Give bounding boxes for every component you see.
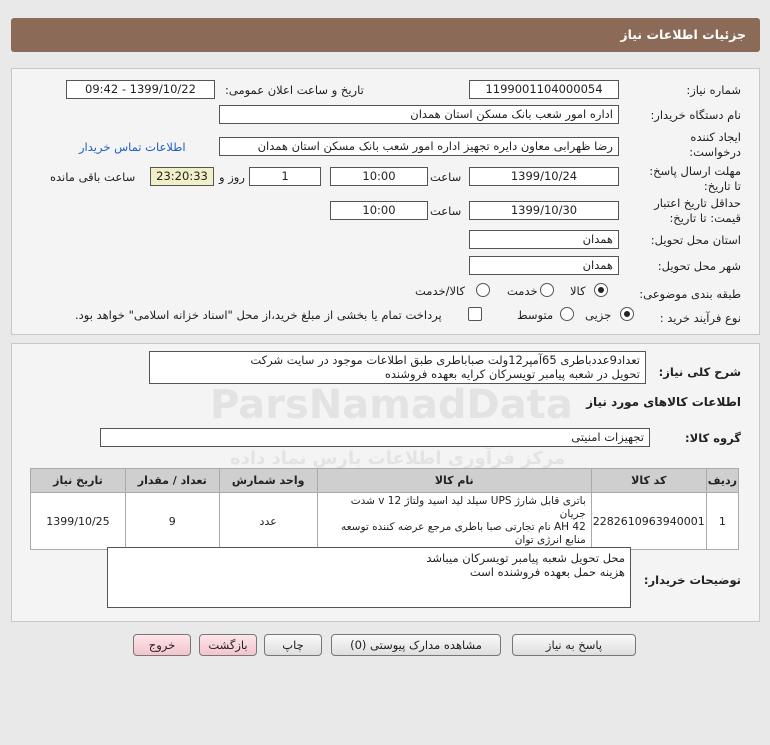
cell-unit: عدد <box>219 493 317 550</box>
cell-qty: 9 <box>125 493 219 550</box>
col-date: تاریخ نیاز <box>31 469 126 493</box>
creator-field: رضا ظهرابی معاون دایره تجهیز اداره امور شعب بانک مسکن استان همدان <box>219 137 619 156</box>
creator-label-1: ایجاد کننده <box>690 130 741 144</box>
treasury-payment-checkbox[interactable] <box>468 307 482 321</box>
city-field: همدان <box>469 256 619 275</box>
goods-group-field: تجهیزات امنیتی <box>100 428 650 447</box>
province-field: همدان <box>469 230 619 249</box>
goods-table <box>30 468 739 550</box>
page-title: جزئیات اطلاعات نیاز <box>620 27 746 42</box>
print-button[interactable]: چاپ <box>264 634 322 656</box>
buyer-org-label: نام دستگاه خریدار: <box>650 108 741 122</box>
back-button[interactable]: بازگشت <box>199 634 257 656</box>
need-number-field: 1199001104000054 <box>469 80 619 99</box>
category-option-service: خدمت <box>507 284 538 298</box>
reply-button[interactable]: پاسخ به نیاز <box>512 634 636 656</box>
col-name: نام کالا <box>317 469 591 493</box>
category-option-goods: کالا <box>570 284 586 298</box>
cell-name-line-3: منابع انرژی توان <box>514 534 586 546</box>
category-label: طبقه بندی موضوعی: <box>639 287 741 301</box>
city-label: شهر محل تحویل: <box>657 259 741 273</box>
validity-label-1: حداقل تاریخ اعتبار <box>654 196 741 210</box>
col-code: کد کالا <box>591 469 706 493</box>
description-field <box>149 351 646 384</box>
announce-field: 1399/10/22 - 09:42 <box>66 80 215 99</box>
need-number-label: شماره نیاز: <box>686 83 741 97</box>
process-label: نوع فرآیند خرید : <box>659 311 741 325</box>
goods-group-label: گروه کالا: <box>685 431 741 445</box>
remaining-label: ساعت باقی مانده <box>50 170 136 184</box>
buyer-notes-line-2: هزینه حمل بعهده فروشنده است <box>469 565 625 579</box>
cell-name-line-2: 42 AH نام تجارتی صبا باطری مرجع عرضه کننده توسعه <box>340 521 586 533</box>
validity-date-field: 1399/10/30 <box>469 201 619 220</box>
deadline-time-field: 10:00 <box>330 167 428 186</box>
category-radio-service[interactable] <box>540 283 554 297</box>
deadline-time-label: ساعت <box>430 170 462 184</box>
deadline-date-field: 1399/10/24 <box>469 167 619 186</box>
goods-table-header <box>31 469 739 493</box>
buyer-notes-field <box>107 547 631 608</box>
province-label: استان محل تحویل: <box>650 233 741 247</box>
announce-label: تاریخ و ساعت اعلان عمومی: <box>225 83 364 97</box>
goods-section-title: اطلاعات کالاهای مورد نیاز <box>586 395 741 409</box>
page-header <box>11 18 760 52</box>
remaining-time-field: 23:20:33 <box>150 167 214 186</box>
validity-label-2: قیمت: تا تاریخ: <box>669 211 741 225</box>
table-row[interactable] <box>31 493 739 550</box>
col-unit: واحد شمارش <box>219 469 317 493</box>
treasury-payment-note: پرداخت تمام یا بخشی از مبلغ خرید،از محل "اسناد خزانه اسلامی" خواهد بود. <box>75 308 442 322</box>
description-line-2: تحویل در شعبه پیامبر تویسرکان کرایه بعهده فروشنده <box>384 367 640 381</box>
category-radio-goods[interactable] <box>594 283 608 297</box>
deadline-label-2: تا تاریخ: <box>703 179 741 193</box>
cell-code: 2282610963940001 <box>591 493 706 550</box>
cell-name-line-1: باتری قابل شارژ UPS سیلد لید اسید ولتاژ 12 v شدت جریان <box>350 495 586 520</box>
attachments-button[interactable]: مشاهده مدارک پیوستی (0) <box>331 634 501 656</box>
process-option-medium: متوسط <box>517 308 554 322</box>
exit-button[interactable]: خروج <box>133 634 191 656</box>
deadline-label-1: مهلت ارسال پاسخ: <box>649 164 741 178</box>
buyer-org-field: اداره امور شعب بانک مسکن استان همدان <box>219 105 619 124</box>
days-label: روز و <box>219 170 245 184</box>
days-field: 1 <box>249 167 321 186</box>
description-label: شرح کلی نیاز: <box>658 365 741 379</box>
col-row: ردیف <box>706 469 738 493</box>
process-radio-minor[interactable] <box>620 307 634 321</box>
category-option-goods-service: کالا/خدمت <box>415 284 466 298</box>
contact-buyer-link[interactable]: اطلاعات تماس خریدار <box>79 140 186 154</box>
description-line-1: تعداد9عددباطری 65آمپر12ولت صباباطری طبق اطلاعات موجود در سایت شرکت <box>250 353 640 367</box>
validity-time-field: 10:00 <box>330 201 428 220</box>
process-radio-medium[interactable] <box>560 307 574 321</box>
cell-row: 1 <box>706 493 738 550</box>
validity-time-label: ساعت <box>430 204 462 218</box>
buyer-notes-line-1: محل تحویل شعبه پیامبر تویسرکان میباشد <box>426 551 625 565</box>
creator-label-2: درخواست: <box>689 145 741 159</box>
process-option-minor: جزیی <box>585 308 612 322</box>
col-qty: تعداد / مقدار <box>125 469 219 493</box>
buyer-notes-label: توضیحات خریدار: <box>643 573 741 587</box>
cell-date: 1399/10/25 <box>31 493 126 550</box>
category-radio-goods-service[interactable] <box>476 283 490 297</box>
cell-name <box>317 493 591 550</box>
